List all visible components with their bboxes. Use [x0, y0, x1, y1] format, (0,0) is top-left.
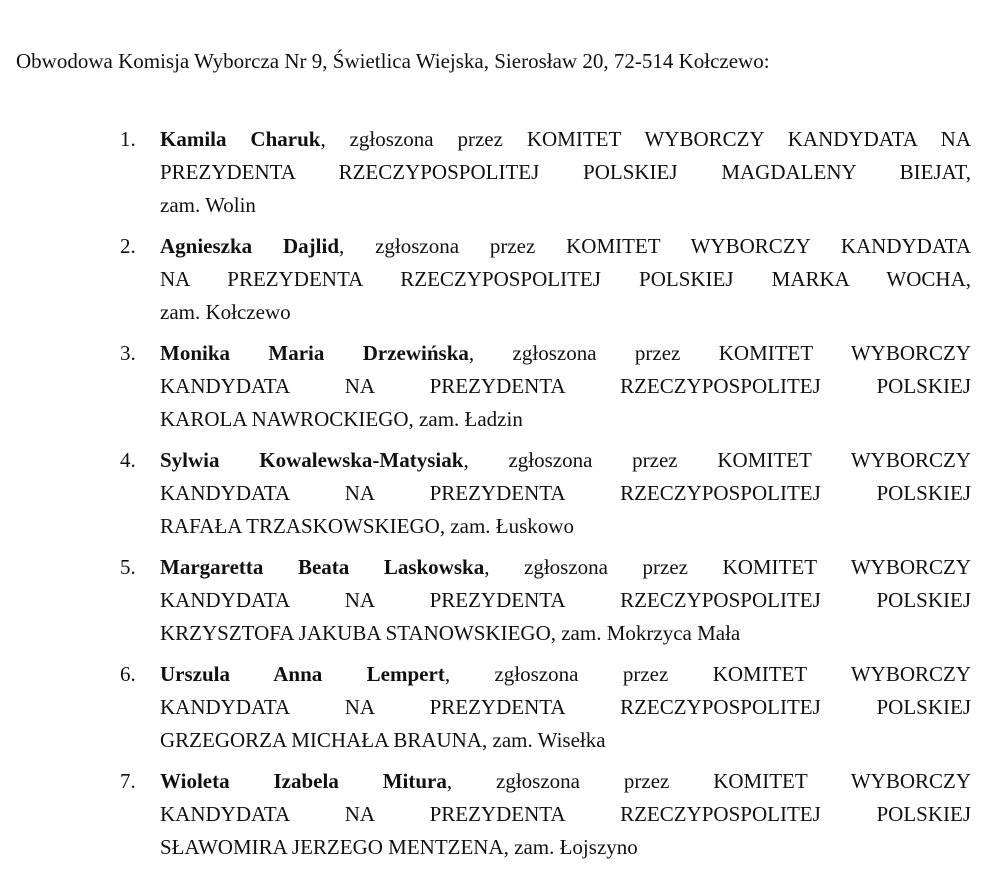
item-line-1: [160, 444, 971, 477]
item-line-2: NA PREZYDENTA RZECZYPOSPOLITEJ POLSKIEJ MARKA WOCHA,: [160, 267, 971, 291]
item-line-2: PREZYDENTA RZECZYPOSPOLITEJ POLSKIEJ MAGDALENY BIEJAT,: [160, 160, 971, 184]
member-name: Agnieszka Dajlid: [160, 234, 339, 258]
nomination-text: , zgłoszona przez KOMITET WYBORCZY: [444, 662, 971, 686]
member-name: Sylwia Kowalewska-Matysiak: [160, 448, 464, 472]
nomination-text: , zgłoszona przez KOMITET WYBORCZY KANDYDATA: [339, 234, 971, 258]
item-number: 2.: [120, 234, 136, 258]
item-line-3: zam. Wolin: [160, 193, 256, 217]
list-item: [120, 444, 971, 543]
item-line-3: GRZEGORZA MICHAŁA BRAUNA, zam. Wisełka: [160, 728, 606, 752]
item-line-3: RAFAŁA TRZASKOWSKIEGO, zam. Łuskowo: [160, 514, 574, 538]
item-number: 3.: [120, 341, 136, 365]
item-line-1: [160, 551, 971, 584]
item-line-1: [160, 123, 971, 156]
member-list: [120, 123, 972, 872]
member-name: Monika Maria Drzewińska: [160, 341, 469, 365]
member-name: Margaretta Beata Laskowska: [160, 555, 485, 579]
item-line-1: [160, 765, 971, 798]
item-line-2: KANDYDATA NA PREZYDENTA RZECZYPOSPOLITEJ POLSKIEJ: [160, 695, 971, 719]
item-line-2: KANDYDATA NA PREZYDENTA RZECZYPOSPOLITEJ POLSKIEJ: [160, 802, 971, 826]
item-number: 6.: [120, 662, 136, 686]
item-line-3: KAROLA NAWROCKIEGO, zam. Ładzin: [160, 407, 523, 431]
item-number: 7.: [120, 769, 136, 793]
item-line-2: KANDYDATA NA PREZYDENTA RZECZYPOSPOLITEJ POLSKIEJ: [160, 481, 971, 505]
member-name: Kamila Charuk: [160, 127, 321, 151]
item-number: 4.: [120, 448, 136, 472]
list-item: [120, 337, 972, 436]
item-line-1: [160, 337, 971, 370]
item-line-2: KANDYDATA NA PREZYDENTA RZECZYPOSPOLITEJ POLSKIEJ: [160, 588, 971, 612]
list-item: [120, 551, 971, 650]
commission-heading: Obwodowa Komisja Wyborcza Nr 9, Świetlica Wiejska, Sierosław 20, 72-514 Kołczewo:: [16, 49, 770, 73]
list-item: [120, 123, 971, 222]
list-item: [120, 658, 971, 757]
item-number: 1.: [120, 127, 136, 151]
nomination-text: , zgłoszona przez KOMITET WYBORCZY: [484, 555, 971, 579]
nomination-text: , zgłoszona przez KOMITET WYBORCZY KANDYDATA NA: [320, 127, 971, 151]
member-name: Urszula Anna Lempert: [160, 662, 445, 686]
item-line-2: KANDYDATA NA PREZYDENTA RZECZYPOSPOLITEJ POLSKIEJ: [160, 374, 971, 398]
member-name: Wioleta Izabela Mitura: [160, 769, 447, 793]
list-item: [120, 765, 971, 864]
item-line-3: zam. Kołczewo: [160, 300, 291, 324]
item-line-3: KRZYSZTOFA JAKUBA STANOWSKIEGO, zam. Mokrzyca Mała: [160, 621, 741, 645]
item-number: 5.: [120, 555, 136, 579]
nomination-text: , zgłoszona przez KOMITET WYBORCZY: [468, 341, 972, 365]
item-line-3: SŁAWOMIRA JERZEGO MENTZENA, zam. Łojszyno: [160, 835, 638, 859]
list-item: [120, 230, 971, 329]
nomination-text: , zgłoszona przez KOMITET WYBORCZY: [463, 448, 971, 472]
item-line-1: [160, 230, 971, 263]
item-line-1: [160, 658, 971, 691]
nomination-text: , zgłoszona przez KOMITET WYBORCZY: [446, 769, 971, 793]
